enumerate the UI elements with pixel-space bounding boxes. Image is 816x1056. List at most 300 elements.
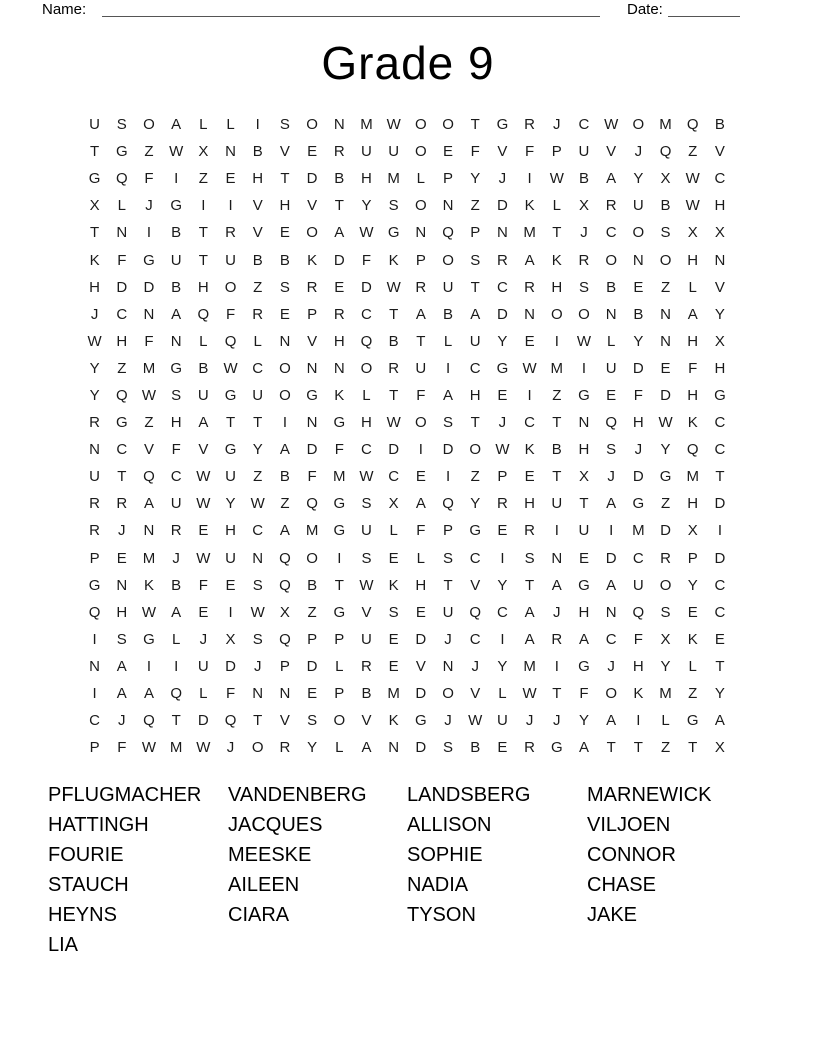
- word-list-column-3: [407, 780, 530, 930]
- grid-letter: Z: [660, 495, 671, 513]
- grid-letter: Q: [143, 712, 155, 730]
- grid-letter: J: [226, 739, 235, 757]
- grid-letter: J: [634, 441, 643, 459]
- grid-letter: D: [632, 359, 644, 377]
- grid-letter: I: [228, 603, 233, 621]
- grid-letter: A: [606, 170, 617, 188]
- grid-letter: A: [687, 305, 698, 323]
- grid-letter: J: [607, 468, 615, 486]
- grid-letter: U: [442, 278, 454, 296]
- grid-letter: A: [606, 712, 617, 730]
- grid-letter: N: [306, 359, 318, 377]
- grid-letter: U: [469, 332, 481, 350]
- grid-letter: P: [307, 630, 318, 648]
- grid-letter: B: [660, 197, 671, 215]
- grid-letter: C: [496, 278, 508, 296]
- grid-letter: T: [470, 414, 480, 432]
- grid-letter: U: [197, 657, 209, 675]
- grid-letter: P: [443, 170, 454, 188]
- grid-letter: A: [524, 603, 535, 621]
- date-blank-line: [668, 0, 740, 17]
- grid-letter: M: [523, 224, 536, 242]
- grid-letter: A: [171, 116, 182, 134]
- grid-letter: R: [225, 224, 236, 242]
- grid-letter: J: [118, 712, 126, 730]
- grid-letter: T: [198, 251, 208, 269]
- grid-letter: M: [659, 685, 672, 703]
- grid-letter: R: [496, 251, 508, 269]
- grid-letter: G: [550, 739, 563, 757]
- grid-letter: F: [334, 441, 344, 459]
- grid-letter: W: [250, 603, 265, 621]
- grid-letter: X: [687, 522, 698, 540]
- grid-letter: Q: [224, 712, 237, 730]
- grid-letter: S: [388, 197, 399, 215]
- grid-letter: V: [714, 278, 725, 296]
- grid-letter: J: [471, 657, 479, 675]
- grid-letter: L: [226, 116, 235, 134]
- grid-letter: D: [714, 495, 726, 513]
- grid-letter: W: [685, 197, 700, 215]
- grid-letter: F: [688, 359, 698, 377]
- grid-letter: E: [497, 739, 508, 757]
- grid-letter: N: [660, 332, 671, 350]
- grid-letter: J: [498, 170, 507, 188]
- grid-letter: F: [144, 170, 154, 188]
- grid-letter: N: [496, 224, 508, 242]
- grid-letter: T: [525, 576, 535, 594]
- grid-letter: T: [90, 224, 100, 242]
- grid-letter: U: [605, 359, 617, 377]
- grid-letter: Y: [714, 305, 725, 323]
- grid-letter: A: [279, 441, 290, 459]
- grid-letter: R: [660, 549, 671, 567]
- grid-letter: L: [253, 332, 262, 350]
- word-list-item: AILEEN: [228, 874, 300, 896]
- grid-letter: L: [498, 685, 507, 703]
- grid-letter: T: [280, 170, 290, 188]
- grid-letter: N: [333, 359, 345, 377]
- grid-letter: C: [469, 359, 481, 377]
- grid-letter: H: [116, 603, 128, 621]
- grid-letter: B: [171, 576, 182, 594]
- grid-letter: I: [174, 657, 179, 675]
- grid-letter: G: [632, 495, 645, 513]
- grid-letter: O: [550, 305, 563, 323]
- grid-letter: V: [470, 685, 481, 703]
- grid-letter: W: [386, 278, 401, 296]
- grid-letter: W: [141, 739, 157, 757]
- grid-letter: J: [253, 657, 262, 675]
- word-list-item: JAKE: [587, 904, 638, 926]
- grid-letter: D: [388, 441, 400, 459]
- grid-letter: W: [468, 712, 483, 730]
- grid-letter: O: [143, 116, 155, 134]
- word-list-item: MEESKE: [228, 844, 312, 866]
- grid-letter: G: [224, 441, 237, 459]
- grid-letter: P: [279, 657, 290, 675]
- grid-letter: X: [578, 197, 589, 215]
- grid-letter: H: [170, 414, 182, 432]
- grid-letter: X: [660, 170, 671, 188]
- grid-letter: S: [361, 549, 372, 567]
- grid-letter: Z: [688, 685, 698, 703]
- grid-letter: O: [469, 441, 482, 459]
- grid-letter: B: [361, 685, 372, 703]
- grid-letter: W: [196, 468, 211, 486]
- grid-letter: F: [117, 739, 127, 757]
- grid-letter: V: [415, 657, 426, 675]
- grid-letter: I: [174, 170, 179, 188]
- grid-letter: M: [333, 468, 346, 486]
- grid-letter: Y: [89, 386, 100, 404]
- grid-letter: I: [527, 386, 532, 404]
- grid-letter: R: [170, 522, 182, 540]
- grid-letter: F: [633, 386, 643, 404]
- grid-letter: B: [198, 359, 209, 377]
- grid-letter: G: [415, 712, 427, 730]
- grid-letter: D: [442, 441, 454, 459]
- grid-letter: W: [196, 495, 211, 513]
- grid-letter: H: [333, 332, 345, 350]
- grid-letter: W: [223, 359, 238, 377]
- grid-letter: U: [415, 359, 427, 377]
- grid-letter: A: [443, 386, 454, 404]
- grid-letter: S: [279, 278, 290, 296]
- grid-letter: J: [145, 197, 153, 215]
- grid-letter: T: [552, 685, 562, 703]
- grid-letter: T: [334, 197, 344, 215]
- grid-letter: Q: [170, 685, 182, 703]
- grid-letter: D: [415, 630, 427, 648]
- grid-letter: J: [444, 630, 452, 648]
- grid-letter: I: [337, 549, 342, 567]
- grid-letter: W: [359, 224, 374, 242]
- grid-letter: R: [578, 251, 590, 269]
- grid-letter: W: [250, 495, 265, 513]
- grid-letter: J: [498, 414, 507, 432]
- grid-letter: U: [170, 495, 182, 513]
- grid-letter: P: [89, 549, 100, 567]
- grid-letter: L: [688, 278, 697, 296]
- grid-letter: V: [252, 197, 263, 215]
- word-list-item: HEYNS: [48, 904, 117, 926]
- grid-letter: S: [116, 630, 127, 648]
- grid-letter: K: [388, 576, 399, 594]
- grid-letter: E: [279, 224, 290, 242]
- grid-letter: X: [198, 143, 209, 161]
- grid-letter: I: [609, 522, 614, 540]
- word-list-column-4: [587, 780, 711, 930]
- grid-letter: F: [225, 685, 236, 703]
- grid-letter: O: [415, 116, 427, 134]
- grid-letter: F: [470, 143, 480, 161]
- grid-letter: W: [495, 441, 510, 459]
- grid-letter: T: [90, 143, 100, 161]
- grid-letter: U: [442, 603, 454, 621]
- grid-letter: N: [306, 414, 318, 432]
- grid-letter: G: [496, 359, 509, 377]
- grid-letter: Z: [144, 414, 154, 432]
- grid-letter: C: [469, 549, 481, 567]
- grid-letter: U: [578, 522, 590, 540]
- grid-letter: G: [333, 414, 346, 432]
- grid-letter: P: [334, 685, 345, 703]
- grid-letter: X: [578, 468, 589, 486]
- grid-letter: O: [605, 251, 617, 269]
- grid-letter: Q: [279, 549, 291, 567]
- grid-letter: H: [415, 576, 427, 594]
- grid-letter: A: [524, 630, 535, 648]
- grid-letter: S: [388, 603, 399, 621]
- grid-letter: Z: [280, 495, 290, 513]
- grid-letter: F: [225, 305, 236, 323]
- grid-letter: X: [279, 603, 290, 621]
- grid-letter: P: [551, 143, 562, 161]
- word-list-item: TYSON: [407, 904, 476, 926]
- grid-letter: F: [525, 143, 535, 161]
- grid-letter: D: [660, 386, 671, 404]
- grid-letter: U: [496, 712, 508, 730]
- grid-letter: N: [225, 143, 236, 161]
- grid-letter: Y: [633, 332, 644, 350]
- grid-letter: S: [171, 386, 182, 404]
- word-list-column-2: [228, 780, 367, 930]
- grid-letter: G: [333, 603, 346, 621]
- grid-letter: H: [714, 197, 726, 215]
- grid-letter: I: [445, 359, 451, 377]
- grid-letter: V: [307, 197, 318, 215]
- grid-letter: M: [387, 685, 400, 703]
- grid-letter: B: [388, 332, 399, 350]
- grid-letter: G: [88, 576, 101, 594]
- grid-letter: Z: [144, 143, 154, 161]
- grid-letter: G: [659, 468, 672, 486]
- grid-letter: K: [551, 251, 562, 269]
- grid-letter: E: [443, 143, 454, 161]
- grid-letter: B: [606, 278, 617, 296]
- grid-letter: N: [605, 603, 617, 621]
- grid-letter: Y: [660, 657, 671, 675]
- grid-letter: C: [388, 468, 400, 486]
- grid-letter: R: [496, 495, 508, 513]
- grid-letter: G: [170, 197, 182, 215]
- grid-letter: E: [388, 549, 399, 567]
- grid-letter: W: [685, 170, 700, 188]
- grid-letter: L: [416, 549, 426, 567]
- grid-letter: T: [715, 657, 725, 675]
- grid-letter: O: [224, 278, 237, 296]
- grid-letter: F: [416, 386, 426, 404]
- grid-letter: Y: [687, 576, 698, 594]
- grid-letter: R: [333, 305, 345, 323]
- grid-letter: F: [117, 251, 127, 269]
- grid-letter: X: [714, 224, 725, 242]
- grid-letter: E: [578, 549, 589, 567]
- grid-letter: Z: [688, 143, 698, 161]
- grid-letter: R: [415, 278, 427, 296]
- grid-letter: A: [606, 576, 617, 594]
- grid-letter: S: [279, 116, 290, 134]
- grid-letter: A: [524, 251, 535, 269]
- grid-letter: V: [497, 143, 508, 161]
- grid-letter: H: [197, 278, 209, 296]
- word-list-item: MARNEWICK: [587, 784, 712, 806]
- grid-letter: T: [389, 305, 399, 323]
- grid-letter: B: [470, 739, 481, 757]
- grid-letter: I: [201, 197, 206, 215]
- grid-letter: W: [386, 414, 401, 432]
- grid-letter: T: [715, 468, 725, 486]
- grid-letter: R: [333, 143, 345, 161]
- grid-letter: L: [199, 685, 208, 703]
- grid-letter: X: [714, 332, 725, 350]
- word-list-item: VANDENBERG: [228, 784, 367, 806]
- grid-letter: M: [523, 657, 536, 675]
- grid-letter: J: [607, 657, 615, 675]
- grid-letter: S: [524, 549, 535, 567]
- grid-letter: E: [606, 386, 617, 404]
- grid-letter: L: [171, 630, 181, 648]
- grid-letter: G: [170, 359, 182, 377]
- grid-letter: O: [605, 685, 617, 703]
- grid-letter: T: [552, 414, 562, 432]
- grid-letter: E: [388, 657, 399, 675]
- grid-letter: T: [225, 414, 236, 432]
- grid-letter: Z: [198, 170, 208, 188]
- grid-letter: A: [143, 495, 154, 513]
- grid-letter: G: [143, 251, 155, 269]
- grid-letter: J: [553, 116, 561, 134]
- grid-letter: C: [252, 359, 264, 377]
- grid-letter: A: [551, 576, 562, 594]
- grid-letter: W: [522, 359, 537, 377]
- grid-letter: D: [415, 685, 427, 703]
- grid-letter: P: [415, 251, 426, 269]
- grid-letter: A: [116, 657, 127, 675]
- grid-letter: N: [252, 685, 264, 703]
- grid-letter: U: [578, 143, 590, 161]
- grid-letter: G: [686, 712, 699, 730]
- word-list-item: CONNOR: [587, 844, 676, 866]
- grid-letter: W: [576, 332, 592, 350]
- grid-letter: Z: [253, 468, 263, 486]
- grid-letter: X: [225, 630, 236, 648]
- grid-letter: N: [605, 305, 617, 323]
- grid-letter: A: [279, 522, 290, 540]
- grid-letter: A: [606, 495, 617, 513]
- grid-letter: B: [714, 116, 725, 134]
- grid-letter: W: [196, 739, 211, 757]
- grid-letter: T: [443, 576, 453, 594]
- grid-letter: J: [172, 549, 180, 567]
- grid-letter: U: [361, 143, 372, 161]
- grid-letter: F: [307, 468, 317, 486]
- grid-letter: R: [605, 197, 617, 215]
- word-list-item: HATTINGH: [48, 814, 149, 836]
- grid-letter: Z: [307, 603, 317, 621]
- grid-letter: T: [334, 576, 344, 594]
- grid-letter: V: [279, 143, 290, 161]
- grid-letter: R: [551, 630, 563, 648]
- grid-letter: R: [306, 278, 318, 296]
- grid-letter: I: [636, 712, 641, 730]
- grid-letter: L: [688, 657, 697, 675]
- grid-letter: A: [578, 739, 589, 757]
- grid-letter: V: [361, 603, 372, 621]
- grid-letter: Q: [115, 386, 128, 404]
- grid-letter: G: [496, 116, 509, 134]
- grid-letter: T: [253, 712, 263, 730]
- grid-letter: E: [633, 278, 644, 296]
- word-list-item: CIARA: [228, 904, 290, 926]
- grid-letter: I: [92, 685, 97, 703]
- grid-letter: S: [443, 739, 454, 757]
- grid-letter: N: [632, 251, 644, 269]
- grid-letter: D: [306, 441, 318, 459]
- grid-letter: L: [117, 197, 126, 215]
- grid-letter: B: [279, 251, 290, 269]
- grid-letter: R: [388, 359, 400, 377]
- grid-letter: I: [255, 116, 260, 134]
- grid-letter: H: [714, 359, 726, 377]
- grid-letter: C: [605, 224, 617, 242]
- grid-letter: O: [306, 549, 318, 567]
- word-list-column-1: [48, 780, 201, 960]
- grid-letter: E: [714, 630, 725, 648]
- grid-letter: Y: [660, 441, 671, 459]
- grid-letter: D: [116, 278, 128, 296]
- grid-letter: H: [89, 278, 101, 296]
- grid-letter: M: [169, 739, 183, 757]
- grid-letter: H: [279, 197, 291, 215]
- grid-letter: G: [714, 386, 726, 404]
- grid-letter: C: [578, 116, 590, 134]
- grid-letter: R: [524, 739, 536, 757]
- grid-letter: M: [142, 359, 156, 377]
- grid-letter: J: [444, 712, 452, 730]
- grid-letter: O: [279, 359, 291, 377]
- grid-letter: I: [554, 332, 559, 350]
- grid-letter: H: [632, 414, 644, 432]
- grid-letter: U: [225, 468, 236, 486]
- grid-letter: Y: [307, 739, 318, 757]
- grid-letter: H: [632, 657, 644, 675]
- grid-letter: Q: [442, 495, 454, 513]
- grid-letter: X: [714, 739, 725, 757]
- grid-letter: U: [361, 630, 372, 648]
- grid-letter: S: [606, 441, 617, 459]
- grid-letter: S: [660, 603, 671, 621]
- grid-letter: U: [551, 495, 563, 513]
- grid-letter: K: [633, 685, 644, 703]
- grid-letter: D: [225, 657, 236, 675]
- grid-letter: N: [415, 224, 427, 242]
- grid-letter: J: [580, 224, 588, 242]
- grid-letter: O: [279, 386, 291, 404]
- grid-letter: T: [579, 495, 589, 513]
- grid-letter: R: [524, 278, 536, 296]
- grid-letter: K: [307, 251, 318, 269]
- grid-letter: H: [252, 170, 264, 188]
- grid-letter: D: [605, 549, 617, 567]
- grid-letter: E: [497, 522, 508, 540]
- grid-letter: D: [714, 549, 726, 567]
- word-list-item: LANDSBERG: [407, 784, 531, 806]
- grid-letter: V: [143, 441, 154, 459]
- grid-letter: H: [361, 414, 372, 432]
- grid-letter: C: [714, 414, 726, 432]
